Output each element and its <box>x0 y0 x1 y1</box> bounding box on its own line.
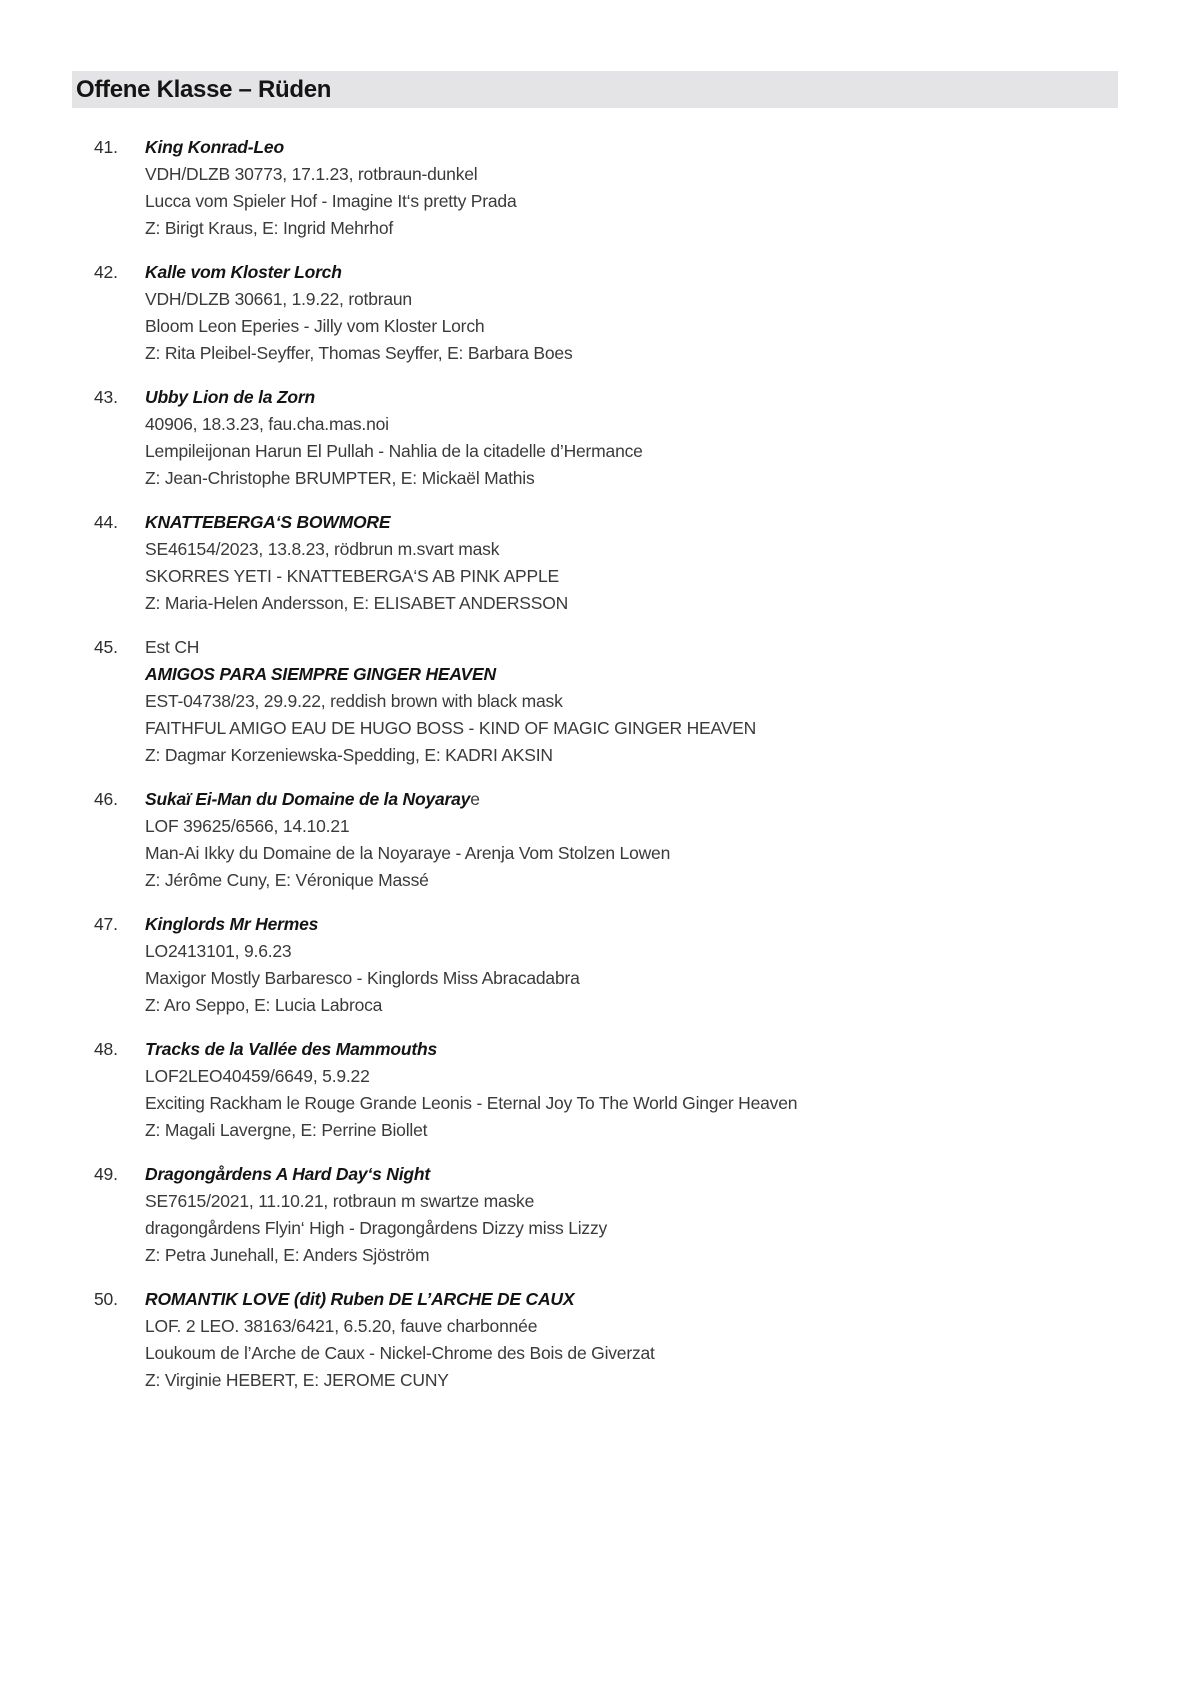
entry-dog-name <box>145 661 1104 688</box>
entry-number: 41. <box>94 137 118 157</box>
entry-breeder-owner-line: Z: Birigt Kraus, E: Ingrid Mehrhof <box>145 218 394 238</box>
entry-registration-line: VDH/DLZB 30773, 17.1.23, rotbraun-dunkel <box>145 164 478 184</box>
entry-dog-name-text: King Konrad-Leo <box>145 137 284 157</box>
catalog-entry <box>94 134 1104 242</box>
entry-breeder-owner-line: Z: Rita Pleibel-Seyffer, Thomas Seyffer, E: Barbara Boes <box>145 343 573 363</box>
entry-registration-line: EST-04738/23, 29.9.22, reddish brown with black mask <box>145 691 563 711</box>
entry-dog-name <box>145 134 1104 161</box>
entry-dog-name-text: Ubby Lion de la Zorn <box>145 387 316 407</box>
catalog-entry <box>94 911 1104 1019</box>
entry-dog-name-text: ROMANTIK LOVE (dit) Ruben DE L’ARCHE DE CAUX <box>145 1289 575 1309</box>
entry-dog-name <box>145 509 1104 536</box>
entry-breeder-owner-line: Z: Magali Lavergne, E: Perrine Biollet <box>145 1120 428 1140</box>
entry-parents-line: Lucca vom Spieler Hof - Imagine It‘s pretty Prada <box>145 191 517 211</box>
entry-body <box>145 1161 1104 1269</box>
entry-dog-name-text: Kinglords Mr Hermes <box>145 914 319 934</box>
entry-number: 44. <box>94 512 118 532</box>
entry-dog-name <box>145 259 1104 286</box>
entry-number: 48. <box>94 1039 118 1059</box>
catalog-entry <box>94 1161 1104 1269</box>
entry-parents-line: FAITHFUL AMIGO EAU DE HUGO BOSS - KIND OF MAGIC GINGER HEAVEN <box>145 718 757 738</box>
catalog-entry <box>94 1286 1104 1394</box>
entry-number: 45. <box>94 637 118 657</box>
entry-registration-line: LOF 39625/6566, 14.10.21 <box>145 816 350 836</box>
entry-parents-line: Maxigor Mostly Barbaresco - Kinglords Miss Abracadabra <box>145 968 580 988</box>
entry-parents-line: Man-Ai Ikky du Domaine de la Noyaraye - Arenja Vom Stolzen Lowen <box>145 843 671 863</box>
entry-registration-line: LO2413101, 9.6.23 <box>145 941 292 961</box>
entry-registration-line: SE7615/2021, 11.10.21, rotbraun m swartze maske <box>145 1191 535 1211</box>
entry-breeder-owner-line: Z: Maria-Helen Andersson, E: ELISABET ANDERSSON <box>145 593 569 613</box>
catalog-entry <box>94 1036 1104 1144</box>
entry-breeder-owner-line: Z: Jean-Christophe BRUMPTER, E: Mickaël Mathis <box>145 468 535 488</box>
catalog-entry <box>94 384 1104 492</box>
entry-registration-line: LOF. 2 LEO. 38163/6421, 6.5.20, fauve charbonnée <box>145 1316 538 1336</box>
entry-dog-name-text: Dragongårdens A Hard Day‘s Night <box>145 1164 430 1184</box>
catalog-entry <box>94 259 1104 367</box>
entry-dog-name <box>145 384 1104 411</box>
entry-body <box>145 786 1104 894</box>
entry-parents-line: Loukoum de l’Arche de Caux - Nickel-Chrome des Bois de Giverzat <box>145 1343 655 1363</box>
entry-parents-line: Exciting Rackham le Rouge Grande Leonis - Eternal Joy To The World Ginger Heaven <box>145 1093 798 1113</box>
entry-body <box>145 1036 1104 1144</box>
entry-dog-name-text: Kalle vom Kloster Lorch <box>145 262 342 282</box>
entry-number: 42. <box>94 262 118 282</box>
entry-parents-line: Lempileijonan Harun El Pullah - Nahlia de la citadelle d’Hermance <box>145 441 643 461</box>
entry-breeder-owner-line: Z: Virginie HEBERT, E: JEROME CUNY <box>145 1370 449 1390</box>
entry-dog-name <box>145 1161 1104 1188</box>
entry-dog-name-text: KNATTEBERGA‘S BOWMORE <box>145 512 391 532</box>
entry-body <box>145 509 1104 617</box>
entry-number: 49. <box>94 1164 118 1184</box>
page-title: Offene Klasse – Rüden <box>76 75 332 103</box>
entry-parents-line: dragongårdens Flyin‘ High - Dragongårdens Dizzy miss Lizzy <box>145 1218 608 1238</box>
entry-dog-name-suffix: e <box>470 789 480 809</box>
catalog-entry <box>94 634 1104 769</box>
entry-dog-name-text: Tracks de la Vallée des Mammouths <box>145 1039 438 1059</box>
entry-breeder-owner-line: Z: Jérôme Cuny, E: Véronique Massé <box>145 870 429 890</box>
entry-title-prefix: Est CH <box>145 637 200 657</box>
catalog-entry-list <box>94 134 1104 1411</box>
entry-body <box>145 911 1104 1019</box>
entry-number: 47. <box>94 914 118 934</box>
entry-parents-line: Bloom Leon Eperies - Jilly vom Kloster Lorch <box>145 316 485 336</box>
entry-body <box>145 384 1104 492</box>
catalog-entry <box>94 509 1104 617</box>
catalog-entry <box>94 786 1104 894</box>
entry-dog-name <box>145 1286 1104 1313</box>
entry-dog-name-text: AMIGOS PARA SIEMPRE GINGER HEAVEN <box>145 664 496 684</box>
entry-breeder-owner-line: Z: Aro Seppo, E: Lucia Labroca <box>145 995 383 1015</box>
entry-registration-line: VDH/DLZB 30661, 1.9.22, rotbraun <box>145 289 412 309</box>
entry-body <box>145 134 1104 242</box>
entry-number: 46. <box>94 789 118 809</box>
entry-dog-name-text: Sukaï Ei-Man du Domaine de la Noyaray <box>145 789 471 809</box>
entry-number: 43. <box>94 387 118 407</box>
entry-dog-name <box>145 786 1104 813</box>
entry-registration-line: 40906, 18.3.23, fau.cha.mas.noi <box>145 414 389 434</box>
entry-dog-name <box>145 911 1104 938</box>
entry-number: 50. <box>94 1289 118 1309</box>
entry-body <box>145 634 1104 769</box>
entry-parents-line: SKORRES YETI - KNATTEBERGA‘S AB PINK APPLE <box>145 566 560 586</box>
entry-breeder-owner-line: Z: Petra Junehall, E: Anders Sjöström <box>145 1245 430 1265</box>
section-header-bar <box>72 71 1118 108</box>
entry-breeder-owner-line: Z: Dagmar Korzeniewska-Spedding, E: KADRI AKSIN <box>145 745 553 765</box>
entry-registration-line: SE46154/2023, 13.8.23, rödbrun m.svart mask <box>145 539 500 559</box>
entry-body <box>145 1286 1104 1394</box>
entry-registration-line: LOF2LEO40459/6649, 5.9.22 <box>145 1066 370 1086</box>
entry-body <box>145 259 1104 367</box>
entry-dog-name <box>145 1036 1104 1063</box>
